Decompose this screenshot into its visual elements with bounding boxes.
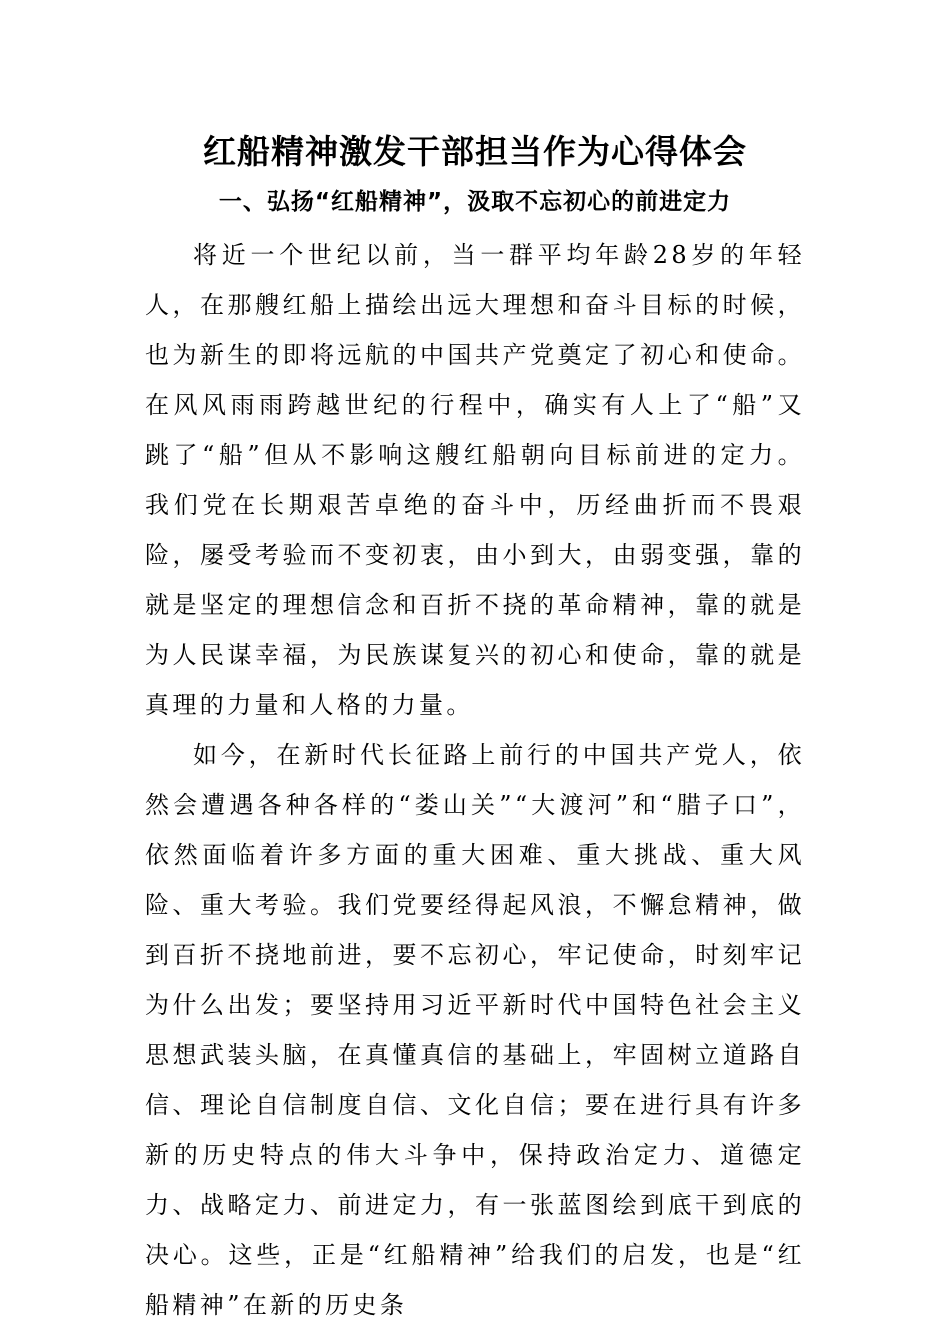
- document-body: [145, 230, 805, 1330]
- section-heading: 一、弘扬“红船精神”，汲取不忘初心的前进定力: [218, 189, 732, 215]
- document-title: 红船精神激发干部担当作为心得体会: [203, 132, 747, 171]
- paragraph: 如今，在新时代长征路上前行的中国共产党人，依然会遭遇各种各样的“娄山关”“大渡河”和“腊子口”，依然面临着许多方面的重大困难、重大挑战、重大风险、重大考验。我们党要经得起风浪，不懈怠精神，做到百折不挠地前进，要不忘初心，牢记使命，时刻牢记为什么出发；要坚持用习近平新时代中国特色社会主义思想武装头脑，在真懂真信的基础上，牢固树立道路自信、理论自信制度自信、文化自信；要在进行具有许多新的历史特点的伟大斗争中，保持政治定力、道德定力、战略定力、前进定力，有一张蓝图绘到底干到底的决心。这些，正是“红船精神”给我们的启发，也是“红船精神”在新的历史条: [145, 741, 805, 1319]
- paragraph: 将近一个世纪以前，当一群平均年龄28岁的年轻人，在那艘红船上描绘出远大理想和奋斗目标的时候，也为新生的即将远航的中国共产党奠定了初心和使命。在风风雨雨跨越世纪的行程中，确实有人上了“船”又跳了“船”但从不影响这艘红船朝向目标前进的定力。我们党在长期艰苦卓绝的奋斗中，历经曲折而不畏艰险，屡受考验而不变初衷，由小到大，由弱变强，靠的就是坚定的理想信念和百折不挠的革命精神，靠的就是为人民谋幸福，为民族谋复兴的初心和使命，靠的就是真理的力量和人格的力量。: [145, 241, 805, 719]
